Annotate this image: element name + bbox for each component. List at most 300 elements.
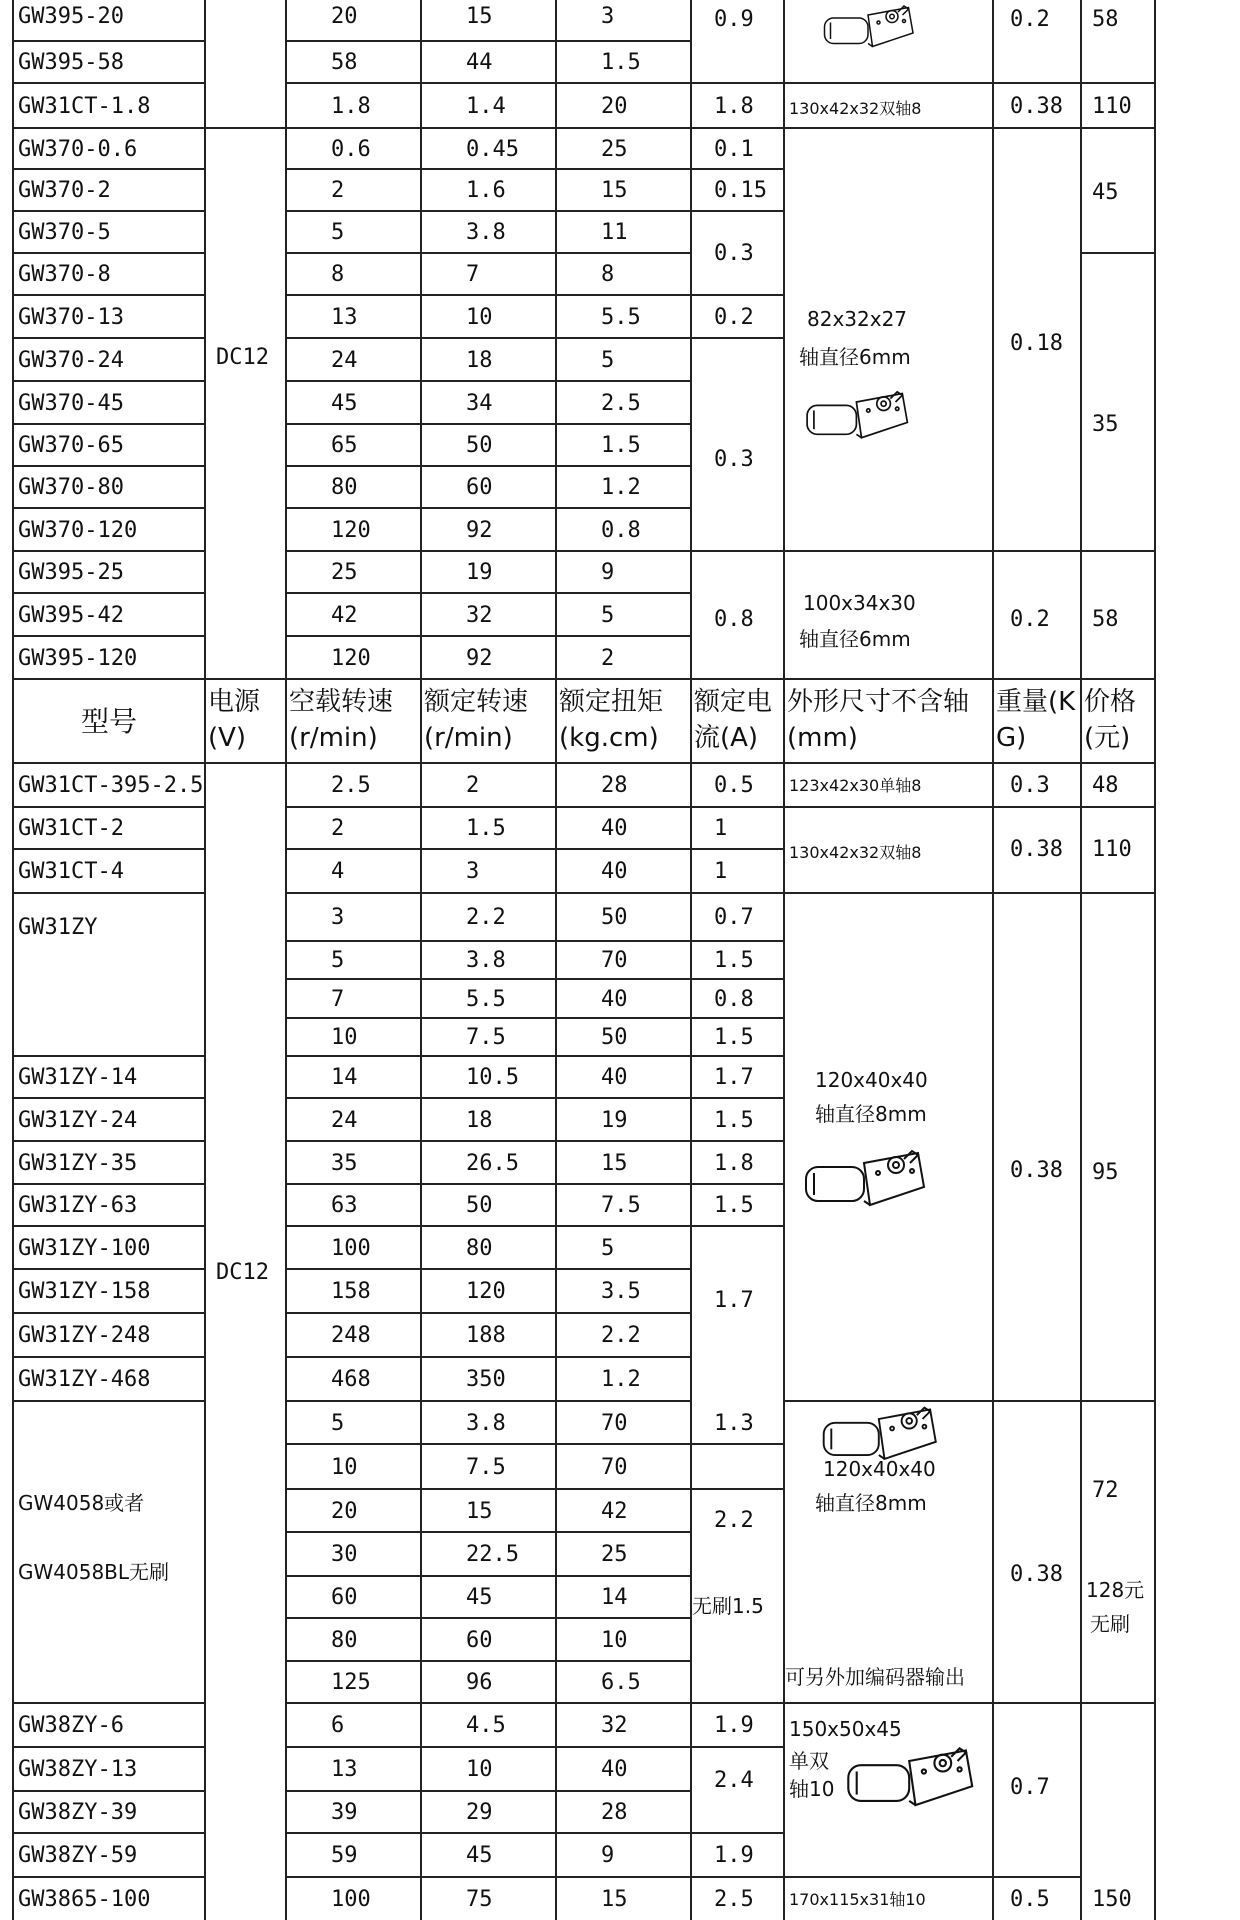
rated-speed-cell: 15 <box>466 1498 493 1524</box>
torque-cell: 1.5 <box>601 433 641 458</box>
table-grid-line <box>285 1488 692 1490</box>
torque-cell: 28 <box>601 1800 628 1825</box>
price-cell: 110 <box>1092 93 1132 119</box>
table-grid-line <box>12 592 206 594</box>
current-cell: 0.3 <box>714 447 754 472</box>
table-grid-line <box>690 1225 785 1227</box>
table-grid-line <box>12 1140 206 1142</box>
noload-speed-cell: 2.5 <box>331 773 371 798</box>
noload-speed-cell: 120 <box>331 517 371 543</box>
torque-cell: 5 <box>601 602 615 628</box>
rated-speed-cell: 26.5 <box>466 1150 519 1176</box>
table-grid-line <box>12 806 206 808</box>
table-grid-line <box>285 252 692 254</box>
table-grid-line <box>285 592 692 594</box>
header-price: 价格(元) <box>1084 687 1137 753</box>
model-cell: GW31ZY-35 <box>18 1150 138 1176</box>
table-grid-line <box>285 337 692 339</box>
table-grid-line <box>783 806 1082 808</box>
table-grid-line <box>285 1312 692 1314</box>
rated-speed-cell: 5.5 <box>466 986 506 1012</box>
price-cell: 58 <box>1092 7 1119 32</box>
noload-speed-cell: 30 <box>331 1542 358 1567</box>
current-cell: 2.4 <box>714 1768 754 1793</box>
current-cell: 2.5 <box>714 1887 754 1912</box>
table-grid-line <box>12 465 206 467</box>
table-grid-line <box>285 0 287 1920</box>
table-grid-line <box>285 1443 692 1445</box>
current-cell: 1.3 <box>714 1410 754 1436</box>
table-grid-line <box>285 423 692 425</box>
torque-cell: 25 <box>601 136 628 162</box>
table-grid-line <box>285 1531 692 1533</box>
table-grid-line <box>690 1140 785 1142</box>
weight-cell: 0.3 <box>1010 773 1050 798</box>
torque-cell: 1.2 <box>601 475 641 500</box>
model-cell: GW370-120 <box>18 517 138 543</box>
noload-speed-cell: 468 <box>331 1367 371 1392</box>
table-grid-line <box>12 1356 206 1358</box>
table-grid-line <box>690 127 785 129</box>
current-cell: 1.9 <box>714 1843 754 1868</box>
dims-cell: 轴直径8mm <box>815 1102 927 1126</box>
rated-speed-cell: 4.5 <box>466 1713 506 1738</box>
table-grid-line <box>12 892 206 894</box>
table-grid-line <box>285 550 692 552</box>
header-voltage: 电源(V) <box>208 687 261 753</box>
table-grid-line <box>12 848 206 850</box>
dims-cell: 100x34x30 <box>803 591 916 615</box>
table-grid-line <box>285 1140 692 1142</box>
model-cell: GW31ZY-24 <box>18 1107 138 1133</box>
price-cell: 95 <box>1092 1160 1119 1185</box>
table-grid-line <box>12 762 1156 764</box>
current-cell: 1.8 <box>714 93 754 119</box>
table-grid-line <box>285 1225 692 1227</box>
rated-speed-cell: 10 <box>466 304 493 330</box>
model-cell: GW395-42 <box>18 602 124 628</box>
noload-speed-cell: 2 <box>331 816 345 841</box>
weight-cell: 0.2 <box>1010 7 1050 32</box>
table-grid-line <box>783 1702 1082 1704</box>
table-grid-line <box>12 127 206 129</box>
table-grid-line <box>690 168 785 170</box>
noload-speed-cell: 248 <box>331 1323 371 1348</box>
model-cell: GW370-5 <box>18 220 111 245</box>
torque-cell: 10 <box>601 1627 628 1653</box>
rated-speed-cell: 3.8 <box>466 1410 506 1436</box>
table-grid-line <box>12 1097 206 1099</box>
model-cell: GW31ZY <box>18 915 98 940</box>
current-cell: 0.9 <box>714 7 754 32</box>
header-rated-speed: 额定转速(r/min) <box>424 687 529 753</box>
noload-speed-cell: 20 <box>331 4 358 29</box>
model-cell: GW31CT-1.8 <box>18 93 151 119</box>
voltage-cell: DC12 <box>216 345 269 370</box>
table-grid-line <box>12 40 206 42</box>
table-grid-line <box>690 806 785 808</box>
table-grid-line <box>285 210 692 212</box>
table-grid-line <box>285 848 692 850</box>
noload-speed-cell: 1.8 <box>331 93 371 119</box>
rated-speed-cell: 80 <box>466 1235 493 1261</box>
model-cell: GW31CT-4 <box>18 859 124 884</box>
table-grid-line <box>690 848 785 850</box>
table-grid-line <box>1080 892 1156 894</box>
table-grid-line <box>783 550 1156 552</box>
table-grid-line <box>12 168 206 170</box>
rated-speed-cell: 18 <box>466 1107 493 1133</box>
table-grid-line <box>285 1183 692 1185</box>
dims-cell: 123x42x30单轴8 <box>789 776 922 795</box>
current-cell: 1 <box>714 816 728 841</box>
table-grid-line <box>12 1225 206 1227</box>
rated-speed-cell: 120 <box>466 1279 506 1304</box>
current-cell: 0.5 <box>714 773 754 798</box>
model-cell: GW31CT-2 <box>18 816 124 841</box>
table-grid-line <box>12 1702 206 1704</box>
torque-cell: 5 <box>601 347 615 373</box>
current-cell: 0.15 <box>714 178 767 203</box>
table-grid-line <box>12 82 206 84</box>
noload-speed-cell: 5 <box>331 948 345 973</box>
current-cell: 1.5 <box>714 1107 754 1133</box>
price-cell: 无刷 <box>1090 1612 1130 1636</box>
model-cell: GW31CT-395-2.5 <box>18 773 204 798</box>
rated-speed-cell: 75 <box>466 1887 493 1912</box>
noload-speed-cell: 158 <box>331 1279 371 1304</box>
weight-cell: 0.2 <box>1010 607 1050 632</box>
table-grid-line <box>690 1488 785 1490</box>
torque-cell: 6.5 <box>601 1670 641 1695</box>
torque-cell: 25 <box>601 1542 628 1567</box>
noload-speed-cell: 24 <box>331 347 358 373</box>
table-grid-line <box>285 806 692 808</box>
current-cell: 0.2 <box>714 304 754 330</box>
price-cell: 48 <box>1092 773 1119 798</box>
header-rated-current: 额定电流(A) <box>694 687 773 753</box>
table-grid-line <box>285 892 692 894</box>
model-cell: GW31ZY-63 <box>18 1193 138 1218</box>
torque-cell: 11 <box>601 220 628 245</box>
table-grid-line <box>783 892 1082 894</box>
rated-speed-cell: 2 <box>466 773 480 798</box>
rated-speed-cell: 44 <box>466 50 493 75</box>
table-grid-line <box>12 1055 206 1057</box>
rated-speed-cell: 188 <box>466 1323 506 1348</box>
current-cell: 0.3 <box>714 241 754 266</box>
table-grid-line <box>285 1746 692 1748</box>
torque-cell: 40 <box>601 859 628 884</box>
price-cell: 58 <box>1092 607 1119 632</box>
noload-speed-cell: 60 <box>331 1585 358 1610</box>
weight-cell: 0.38 <box>1010 837 1063 862</box>
weight-cell: 0.38 <box>1010 1158 1063 1183</box>
torque-cell: 40 <box>601 986 628 1012</box>
dims-cell: 120x40x40 <box>815 1068 928 1092</box>
table-grid-line <box>690 0 692 1920</box>
header-rated-torque: 额定扭矩(kg.cm) <box>559 687 664 753</box>
torque-cell: 40 <box>601 816 628 841</box>
noload-speed-cell: 39 <box>331 1800 358 1825</box>
model-cell: GW31ZY-100 <box>18 1235 151 1261</box>
table-grid-line <box>12 294 206 296</box>
noload-speed-cell: 4 <box>331 859 345 884</box>
noload-speed-cell: 35 <box>331 1150 358 1176</box>
dims-cell: 82x32x27 <box>807 307 908 331</box>
table-grid-line <box>12 423 206 425</box>
motor-illustration <box>818 1400 942 1467</box>
model-cell: GW370-2 <box>18 178 111 203</box>
noload-speed-cell: 80 <box>331 475 358 500</box>
rated-speed-cell: 3 <box>466 859 480 884</box>
torque-cell: 7.5 <box>601 1193 641 1218</box>
table-grid-line <box>1154 0 1156 1920</box>
rated-speed-cell: 18 <box>466 347 493 373</box>
rated-speed-cell: 29 <box>466 1800 493 1825</box>
table-grid-line <box>783 82 1156 84</box>
torque-cell: 70 <box>601 1410 628 1436</box>
rated-speed-cell: 45 <box>466 1585 493 1610</box>
table-grid-line <box>285 465 692 467</box>
current-cell: 1 <box>714 859 728 884</box>
model-cell: GW370-45 <box>18 390 124 416</box>
torque-cell: 15 <box>601 1887 628 1912</box>
torque-cell: 50 <box>601 905 628 930</box>
noload-speed-cell: 59 <box>331 1843 358 1868</box>
noload-speed-cell: 24 <box>331 1107 358 1133</box>
rated-speed-cell: 10 <box>466 1757 493 1782</box>
noload-speed-cell: 25 <box>331 560 358 585</box>
table-grid-line <box>285 1660 692 1662</box>
price-cell: 35 <box>1092 412 1119 437</box>
table-grid-line <box>690 1702 785 1704</box>
model-cell: GW395-120 <box>18 645 138 671</box>
noload-speed-cell: 10 <box>331 1454 358 1480</box>
noload-speed-cell: 5 <box>331 220 345 245</box>
table-grid-line <box>690 550 785 552</box>
torque-cell: 19 <box>601 1107 628 1133</box>
noload-speed-cell: 14 <box>331 1065 358 1090</box>
table-grid-line <box>285 1832 692 1834</box>
torque-cell: 9 <box>601 560 615 585</box>
table-grid-line <box>285 1356 692 1358</box>
table-grid-line <box>1080 1400 1156 1402</box>
noload-speed-cell: 100 <box>331 1235 371 1261</box>
rated-speed-cell: 19 <box>466 560 493 585</box>
table-grid-line <box>690 1097 785 1099</box>
table-grid-line <box>285 1097 692 1099</box>
model-cell: GW370-13 <box>18 304 124 330</box>
price-cell: 128元 <box>1086 1578 1145 1602</box>
rated-speed-cell: 60 <box>466 475 493 500</box>
weight-cell: 0.38 <box>1010 93 1063 119</box>
model-cell: GW31ZY-468 <box>18 1367 151 1392</box>
table-grid-line <box>285 940 692 942</box>
rated-speed-cell: 32 <box>466 602 493 628</box>
torque-cell: 15 <box>601 1150 628 1176</box>
rated-speed-cell: 2.2 <box>466 905 506 930</box>
price-cell: 150 <box>1092 1887 1132 1912</box>
model-cell: GW370-65 <box>18 433 124 458</box>
model-cell: GW38ZY-13 <box>18 1757 138 1782</box>
dims-cell: 轴10 <box>789 1777 835 1801</box>
header-noload-speed: 空载转速(r/min) <box>289 687 394 753</box>
table-grid-line <box>420 0 422 1920</box>
table-grid-line <box>12 1312 206 1314</box>
table-grid-line <box>12 635 206 637</box>
noload-speed-cell: 65 <box>331 433 358 458</box>
dims-cell: 150x50x45 <box>789 1717 902 1741</box>
rated-speed-cell: 15 <box>466 4 493 29</box>
rated-speed-cell: 7 <box>466 262 480 287</box>
table-grid-line <box>285 1268 692 1270</box>
model-cell: GW38ZY-59 <box>18 1843 138 1868</box>
noload-speed-cell: 100 <box>331 1887 371 1912</box>
rated-speed-cell: 0.45 <box>466 136 519 162</box>
noload-speed-cell: 13 <box>331 1757 358 1782</box>
table-grid-line <box>690 892 785 894</box>
rated-speed-cell: 7.5 <box>466 1025 506 1050</box>
current-cell: 0.7 <box>714 905 754 930</box>
header-model: 型号 <box>80 705 137 738</box>
table-grid-line <box>204 127 287 129</box>
table-grid-line <box>1080 252 1156 254</box>
current-cell: 1.7 <box>714 1288 754 1313</box>
dims-cell: 170x115x31轴10 <box>789 1890 926 1909</box>
table-grid-line <box>285 1790 692 1792</box>
rated-speed-cell: 3.8 <box>466 220 506 245</box>
current-cell: 1.5 <box>714 1025 754 1050</box>
rated-speed-cell: 7.5 <box>466 1454 506 1480</box>
torque-cell: 40 <box>601 1757 628 1782</box>
table-grid-line <box>783 127 1156 129</box>
current-cell: 2.2 <box>714 1508 754 1533</box>
current-cell: 0.1 <box>714 136 754 162</box>
table-grid-line <box>12 0 14 1920</box>
noload-speed-cell: 120 <box>331 645 371 671</box>
table-grid-line <box>285 635 692 637</box>
table-grid-line <box>285 40 692 42</box>
noload-speed-cell: 2 <box>331 178 345 203</box>
table-grid-line <box>690 1183 785 1185</box>
header-weight: 重量(KG) <box>996 687 1076 753</box>
table-grid-line <box>1080 0 1082 1920</box>
motor-illustration <box>820 0 918 53</box>
table-grid-line <box>12 1400 206 1402</box>
torque-cell: 8 <box>601 262 615 287</box>
rated-speed-cell: 60 <box>466 1627 493 1653</box>
current-cell: 1.7 <box>714 1065 754 1090</box>
model-cell: GW370-24 <box>18 347 124 373</box>
model-cell: GW395-25 <box>18 560 124 585</box>
torque-cell: 0.8 <box>601 517 641 543</box>
torque-cell: 70 <box>601 1454 628 1480</box>
noload-speed-cell: 3 <box>331 905 345 930</box>
table-grid-line <box>285 1575 692 1577</box>
model-cell: GW370-8 <box>18 262 111 287</box>
price-cell: 110 <box>1092 837 1132 862</box>
table-grid-line <box>12 1790 206 1792</box>
model-cell: GW370-0.6 <box>18 136 138 162</box>
noload-speed-cell: 5 <box>331 1410 345 1436</box>
model-cell: GW38ZY-39 <box>18 1800 138 1825</box>
torque-cell: 2.2 <box>601 1323 641 1348</box>
current-cell: 无刷1.5 <box>692 1594 764 1618</box>
table-grid-line <box>12 210 206 212</box>
torque-cell: 20 <box>601 93 628 119</box>
table-grid-line <box>12 252 206 254</box>
table-grid-line <box>12 507 206 509</box>
table-grid-line <box>690 1832 785 1834</box>
dims-cell: 轴直径6mm <box>799 627 911 651</box>
rated-speed-cell: 34 <box>466 390 493 416</box>
table-grid-line <box>690 978 785 980</box>
table-grid-line <box>690 1876 785 1878</box>
model-cell: GW4058BL无刷 <box>18 1560 170 1584</box>
torque-cell: 9 <box>601 1843 615 1868</box>
noload-speed-cell: 13 <box>331 304 358 330</box>
table-grid-line <box>12 1746 206 1748</box>
motor-illustration <box>842 1740 979 1814</box>
dims-cell: 120x40x40 <box>823 1457 936 1481</box>
torque-cell: 42 <box>601 1498 628 1524</box>
noload-speed-cell: 63 <box>331 1193 358 1218</box>
table-grid-line <box>285 82 692 84</box>
table-grid-line <box>690 940 785 942</box>
rated-speed-cell: 22.5 <box>466 1542 519 1567</box>
table-grid-line <box>12 1832 206 1834</box>
rated-speed-cell: 3.8 <box>466 948 506 973</box>
table-grid-line <box>285 380 692 382</box>
table-grid-line <box>285 507 692 509</box>
rated-speed-cell: 50 <box>466 433 493 458</box>
dims-cell: 轴直径8mm <box>815 1491 927 1515</box>
noload-speed-cell: 0.6 <box>331 136 371 162</box>
torque-cell: 3 <box>601 4 615 29</box>
torque-cell: 40 <box>601 1065 628 1090</box>
rated-speed-cell: 50 <box>466 1193 493 1218</box>
dims-cell: 130x42x32双轴8 <box>789 98 922 118</box>
torque-cell: 1.5 <box>601 50 641 75</box>
noload-speed-cell: 125 <box>331 1670 371 1695</box>
table-grid-line <box>285 1400 692 1402</box>
torque-cell: 70 <box>601 948 628 973</box>
table-grid-line <box>12 678 1156 680</box>
model-cell: GW395-20 <box>18 4 124 29</box>
torque-cell: 14 <box>601 1585 628 1610</box>
model-cell: GW4058或者 <box>18 1491 145 1515</box>
dims-cell: 轴直径6mm <box>799 345 911 369</box>
rated-speed-cell: 10.5 <box>466 1065 519 1090</box>
table-grid-line <box>285 1876 692 1878</box>
noload-speed-cell: 20 <box>331 1498 358 1524</box>
weight-cell: 0.38 <box>1010 1562 1063 1587</box>
noload-speed-cell: 42 <box>331 602 358 628</box>
model-cell: GW395-58 <box>18 50 124 75</box>
table-grid-line <box>204 0 206 1920</box>
table-grid-line <box>285 294 692 296</box>
table-grid-line <box>690 294 785 296</box>
model-cell: GW38ZY-6 <box>18 1713 124 1738</box>
table-grid-line <box>12 550 206 552</box>
dims-cell: 单双 <box>789 1749 829 1773</box>
table-grid-line <box>690 1443 785 1445</box>
table-grid-line <box>285 1017 692 1019</box>
table-grid-line <box>1080 806 1156 808</box>
voltage-cell: DC12 <box>216 1260 269 1285</box>
torque-cell: 5.5 <box>601 304 641 330</box>
